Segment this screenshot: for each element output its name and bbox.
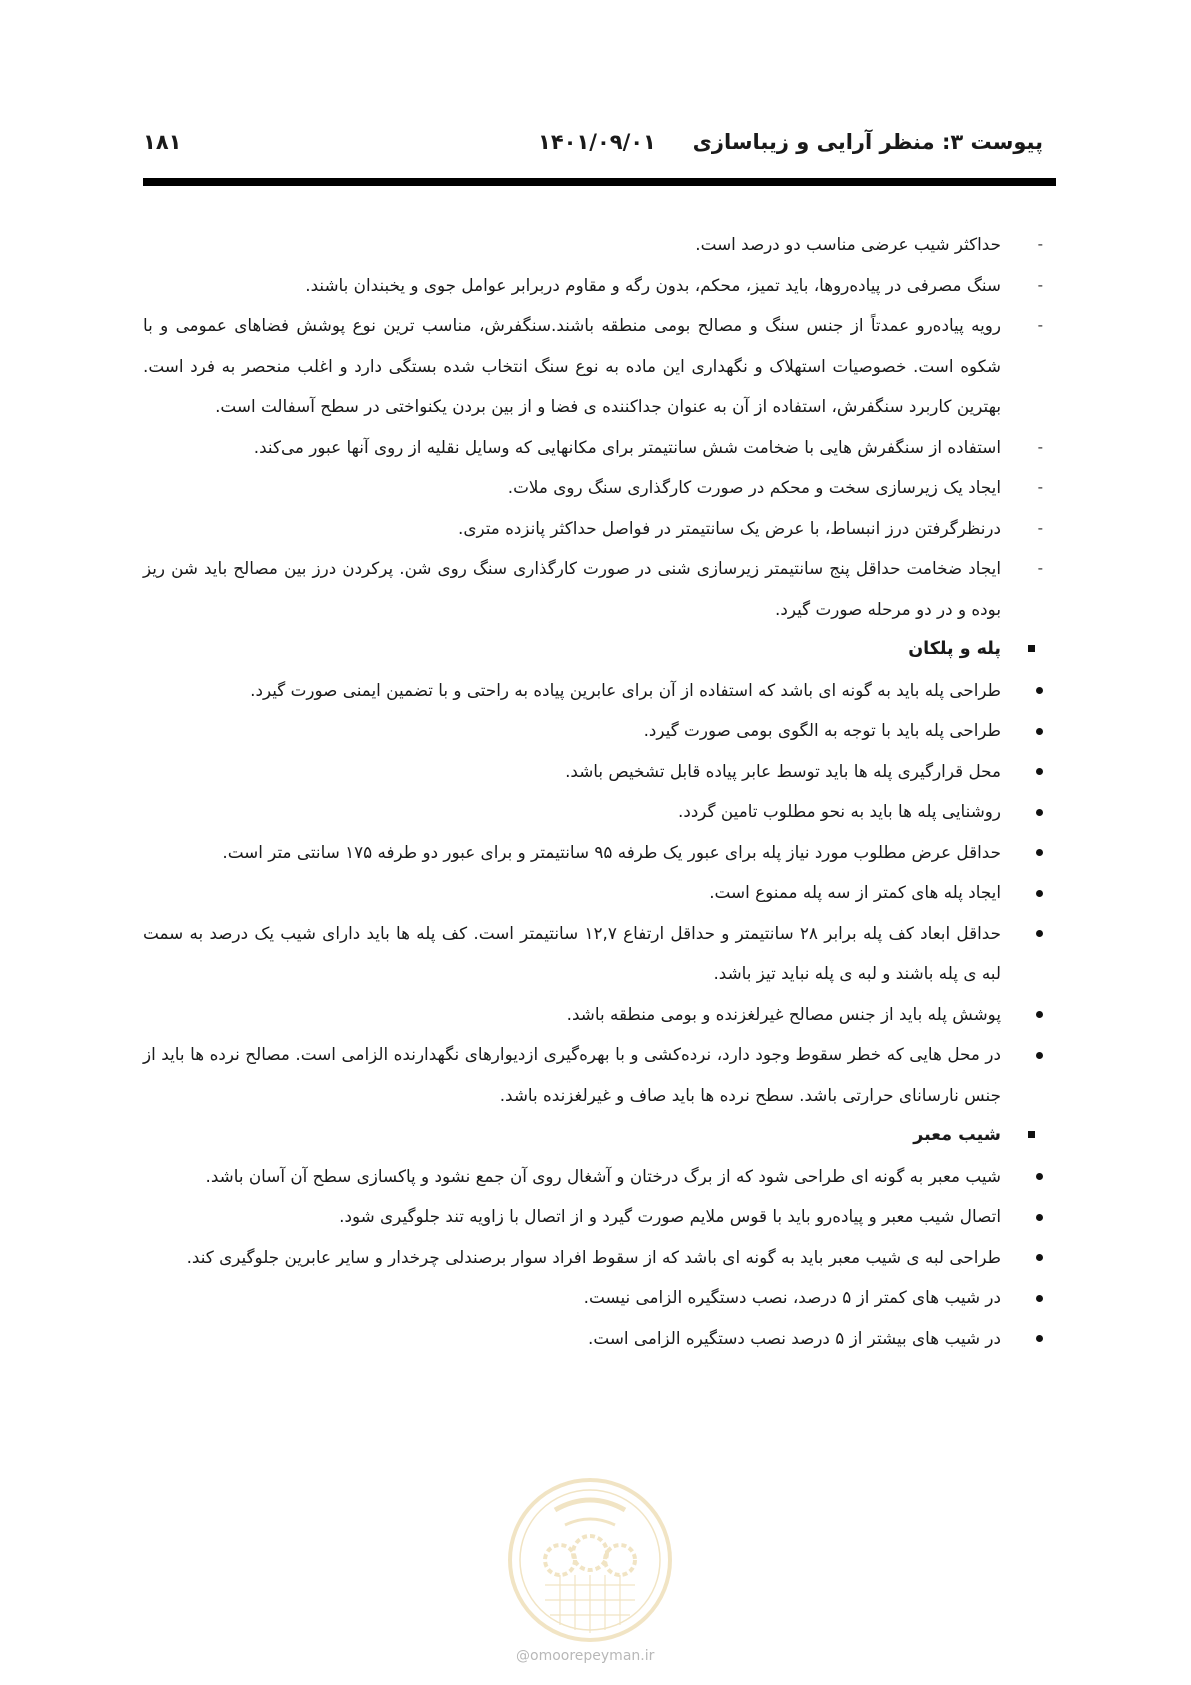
dash-marker: - — [1037, 518, 1043, 537]
bullet-dot-icon — [1015, 710, 1043, 751]
bullet-dot-icon — [1015, 1196, 1043, 1237]
bullet-dot-icon — [1015, 872, 1043, 913]
bullet-list-item — [143, 1196, 1043, 1237]
dash-marker: - — [1037, 235, 1043, 253]
bullet-list-item — [143, 994, 1043, 1035]
list-item-text: حداقل ابعاد کف پله برابر ۲۸ سانتیمتر و حداقل ارتفاع ۱۲,۷ سانتیمتر است. کف پله ها باید دارای شیب یک درصد به سمت لبه ی پله باشند و لبه ی پله نباید تیز باشد. — [143, 922, 1001, 983]
dash-list-item — [143, 427, 1043, 468]
list-item-text: درنظرگرفتن درز انبساط، با عرض یک سانتیمتر در فواصل حداکثر پانزده متری. — [458, 517, 1001, 538]
square-bullet-icon — [1028, 1131, 1035, 1138]
list-item-text: طراحی پله باید به گونه ای باشد که استفاده از آن برای عابرین پیاده به راحتی و با تضمین ایمنی صورت گیرد. — [250, 679, 1001, 700]
page-header — [143, 130, 1043, 166]
section-heading-text: پله و پلکان — [908, 639, 1001, 659]
bullet-dot-icon — [1015, 832, 1043, 873]
bullet-dot-icon — [1015, 913, 1043, 954]
dash-marker: - — [1037, 437, 1043, 456]
bullet-list-item — [143, 832, 1043, 873]
bullet-list-item — [143, 913, 1043, 994]
section-heading-text: شیب معبر — [913, 1125, 1001, 1145]
list-item-text: طراحی لبه ی شیب معبر باید به گونه ای باشد که از سقوط افراد سوار برصندلی چرخدار و سایر عابرین جلوگیری کند. — [186, 1246, 1001, 1267]
list-item-text: ایجاد پله های کمتر از سه پله ممنوع است. — [709, 882, 1001, 902]
watermark-logo-icon — [505, 1475, 675, 1645]
section-heading-stairs — [143, 629, 1043, 670]
list-item-text: طراحی پله باید با توجه به الگوی بومی صورت گیرد. — [643, 720, 1001, 740]
bullet-dot-icon — [1015, 1034, 1043, 1075]
list-item-text: حداکثر شیب عرضی مناسب دو درصد است. — [695, 234, 1001, 254]
square-bullet-icon — [1028, 645, 1035, 652]
page-header-date: ۱۴۰۱/۰۹/۰۱ — [538, 130, 656, 154]
dash-list-item — [143, 548, 1043, 629]
list-item-text: در محل هایی که خطر سقوط وجود دارد، نرده‌کشی و با بهره‌گیری ازدیوارهای نگهدارنده الزامی است. مصالح نرده ها باید از جنس نارسانای حرارتی باشد. سطح نرده ها باید صاف و غیرلغزنده باشد. — [143, 1044, 1001, 1105]
bullet-dot-icon — [1015, 1156, 1043, 1197]
bullet-dot-icon — [1015, 1318, 1043, 1359]
bullet-list-item — [143, 1277, 1043, 1318]
page-number: ۱۸۱ — [143, 130, 182, 154]
bullet-list-item — [143, 791, 1043, 832]
bullet-list-item — [143, 1156, 1043, 1197]
list-item-text: استفاده از سنگفرش هایی با ضخامت شش سانتیمتر برای مکانهایی که وسایل نقلیه از روی آنها عبور می‌کند. — [253, 436, 1001, 457]
list-item-text: ایجاد ضخامت حداقل پنج سانتیمتر زیرسازی شنی در صورت کارگذاری سنگ روی شن. پرکردن درز بین مصالح باید شن ریز بوده و در دو مرحله صورت گیرد. — [143, 558, 1001, 619]
header-divider — [143, 178, 1056, 186]
list-item-text: سنگ مصرفی در پیاده‌روها، باید تمیز، محکم، بدون رگه و مقاوم دربرابر عوامل جوی و یخبندان باشند. — [305, 274, 1001, 295]
bullet-list-item — [143, 670, 1043, 711]
dash-list-item — [143, 467, 1043, 508]
bullet-dot-icon — [1015, 791, 1043, 832]
bullet-dot-icon — [1015, 1277, 1043, 1318]
watermark-url: @omoorepeyman.ir — [516, 1648, 655, 1664]
list-item-text: حداقل عرض مطلوب مورد نیاز پله برای عبور یک طرفه ۹۵ سانتیمتر و برای عبور دو طرفه ۱۷۵ سانتی متر است. — [222, 841, 1001, 862]
bullet-list-item — [143, 751, 1043, 792]
list-item-text: محل قرارگیری پله ها باید توسط عابر پیاده قابل تشخیص باشد. — [565, 760, 1001, 781]
bullet-dot-icon — [1015, 1237, 1043, 1278]
list-item-text: اتصال شیب معبر و پیاده‌رو باید با قوس ملایم صورت گیرد و از اتصال با زاویه تند جلوگیری شود. — [339, 1206, 1001, 1226]
bullet-dot-icon — [1015, 751, 1043, 792]
page-header-title: پیوست ۳: منظر آرایی و زیباسازی — [692, 130, 1043, 154]
dash-marker: - — [1037, 275, 1043, 294]
list-item-text: روشنایی پله ها باید به نحو مطلوب تامین گردد. — [678, 801, 1001, 821]
dash-marker: - — [1037, 559, 1043, 577]
dash-list-item — [143, 265, 1043, 306]
bullet-list-item — [143, 872, 1043, 913]
list-item-text: پوشش پله باید از جنس مصالح غیرلغزنده و بومی منطقه باشد. — [566, 1003, 1001, 1024]
list-item-text: ایجاد یک زیرسازی سخت و محکم در صورت کارگذاری سنگ روی ملات. — [507, 477, 1001, 497]
dash-list-item — [143, 224, 1043, 265]
bullet-dot-icon — [1015, 994, 1043, 1035]
list-item-text: در شیب های کمتر از ۵ درصد، نصب دستگیره الزامی نیست. — [583, 1287, 1001, 1307]
dash-marker: - — [1037, 478, 1043, 496]
list-item-text: در شیب های بیشتر از ۵ درصد نصب دستگیره الزامی است. — [588, 1327, 1001, 1348]
bullet-list-item — [143, 1034, 1043, 1115]
list-item-text: شیب معبر به گونه ای طراحی شود که از برگ درختان و آشغال روی آن جمع نشود و پاکسازی سطح آن آسان باشد. — [205, 1165, 1001, 1186]
bullet-list-item — [143, 1318, 1043, 1359]
page-body — [143, 224, 1043, 1358]
dash-list-item — [143, 508, 1043, 549]
list-item-text: رویه پیاده‌رو عمدتاً از جنس سنگ و مصالح بومی منطقه باشند.سنگفرش، مناسب ترین نوع پوشش فضاهای عمومی و با شکوه است. خصوصیات استهلاک و نگهداری این ماده به نوع سنگ انتخاب شده بستگی دارد و اغلب منحصر به فرد است. بهترین کاربرد سنگفرش، استفاده از آن به عنوان جداکننده ی فضا و از بین بردن یکنواختی در سطح آسفالت است. — [143, 315, 1001, 416]
bullet-list-item — [143, 1237, 1043, 1278]
dash-list-item — [143, 305, 1043, 427]
bullet-dot-icon — [1015, 670, 1043, 711]
section-heading-ramp — [143, 1115, 1043, 1156]
dash-marker: - — [1037, 316, 1043, 334]
bullet-list-item — [143, 710, 1043, 751]
